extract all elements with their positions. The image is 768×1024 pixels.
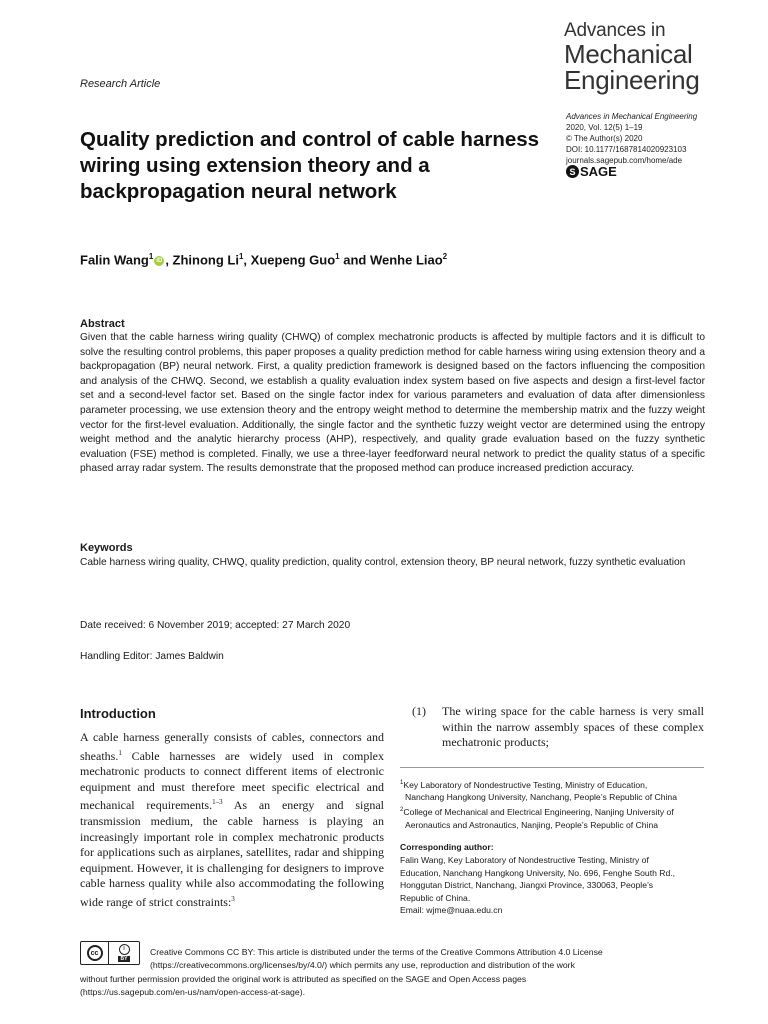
- list-item-number: (1): [412, 704, 426, 718]
- intro-text: A cable harness generally consists of cables, connectors and sheaths.: [80, 730, 384, 763]
- publisher-name: SAGE: [580, 164, 617, 179]
- keywords-text: Cable harness wiring quality, CHWQ, quality prediction, quality control, extension theory, BP neural network, fuzzy synthetic evaluation: [80, 557, 686, 568]
- affiliation-line: Key Laboratory of Nondestructive Testing, Ministry of Education,: [403, 779, 648, 790]
- abstract-text: Given that the cable harness wiring quality (CHWQ) of complex mechatronic products is affected by multiple factors and it is difficult to solve the resulting control problems, this paper proposes a quality prediction method for cable harness wiring using extension theory and a backpropagation (BP) neural network. First, a quality prediction framework is designed based on the factors influencing the composition and analysis of the CHWQ. Second, we establish a quality evaluation index system based on five aspects and design a first-level factor set and a second-level factor set. Based on the single factor index for various parameters and evaluation of data after dimensionless parameter processing, we use extension theory and the entropy weight method to determine the membership matrix and the fuzzy weight vector for the first-level evaluation. Additionally, the single factor and the synthetic fuzzy weight vector are determined using the entropy weight method and the analytic hierarchy process (AHP), respectively, and quality grade evaluation based on the fuzzy synthetic evaluation (FSE) method is completed. Finally, we use a three-layer feedforward neural network to predict the quality status of a specific phased array radar system. The results demonstrate that the proposed method can produce increased prediction accuracy.: [80, 332, 705, 475]
- corresponding-author-details: [400, 854, 704, 917]
- article-type: Research Article: [80, 78, 161, 90]
- orcid-icon[interactable]: iD: [156, 257, 163, 264]
- author-name[interactable]: Falin Wang: [80, 252, 149, 268]
- corresponding-line: Honggutan District, Nanchang, Jiangxi Province, 330063, People’s: [400, 880, 654, 891]
- author-separator: ,: [243, 252, 251, 268]
- license-line[interactable]: (https://us.sagepub.com/en-us/nam/open-access-at-sage).: [80, 987, 306, 997]
- author-affiliation-ref: 1: [335, 252, 340, 261]
- cc-by-badge[interactable]: [80, 941, 140, 965]
- affiliation-2: [400, 804, 704, 818]
- journal-url[interactable]: journals.sagepub.com/home/ade: [566, 156, 683, 165]
- section-heading-introduction: Introduction: [80, 706, 156, 721]
- author-separator: and: [339, 252, 370, 268]
- attribution-person-icon: i: [119, 944, 130, 955]
- sage-s-icon: S: [566, 165, 579, 178]
- corresponding-line: Education, Nanchang Hangkong University, No. 696, Fenghe South Rd.,: [400, 867, 676, 878]
- affiliation-1: [400, 777, 704, 791]
- author-affiliation-ref: 1: [238, 252, 244, 261]
- abstract-heading: Abstract: [80, 318, 125, 330]
- affiliations: [400, 777, 704, 831]
- corresponding-author-heading: Corresponding author:: [400, 842, 494, 852]
- citation-copyright: © The Author(s) 2020: [566, 134, 643, 143]
- introduction-paragraph: [80, 730, 384, 911]
- keywords-heading: Keywords: [80, 542, 133, 554]
- paper-title: Quality prediction and control of cable harness wiring using extension theory and a backpropagation neural network: [80, 128, 540, 203]
- journal-name-line3: Engineering: [564, 65, 700, 95]
- affiliation-number: 2: [400, 807, 404, 814]
- license-line: without further permission provided the original work is attributed as specified on the SAGE and Open Access pages: [80, 974, 527, 984]
- corresponding-email[interactable]: Email: wjme@nuaa.edu.cn: [400, 905, 503, 916]
- list-item-text: The wiring space for the cable harness is very small within the narrow assembly spaces of these complex mechatronic products;: [442, 704, 704, 750]
- affiliation-line: College of Mechanical and Electrical Engineering, Nanjing University of: [403, 806, 674, 817]
- journal-name-line2: Mechanical: [564, 39, 693, 69]
- citation-meta: [566, 111, 697, 166]
- citation-ref[interactable]: 1–3: [212, 798, 223, 807]
- license-line[interactable]: (https://creativecommons.org/licenses/by/4.0/) which permits any use, reproduction and distribution of the work: [150, 960, 575, 970]
- publisher-logo: [566, 164, 617, 179]
- citation-ref[interactable]: 3: [231, 894, 235, 903]
- author-name[interactable]: Zhinong Li: [172, 252, 239, 268]
- affiliation-2-cont: Aeronautics and Astronautics, Nanjing, People’s Republic of China: [405, 819, 659, 830]
- affiliation-number: 1: [400, 780, 404, 786]
- citation-doi[interactable]: DOI: 10.1177/1687814020923103: [566, 145, 687, 154]
- author-list: [80, 252, 447, 267]
- footnote-divider: [400, 767, 704, 768]
- corresponding-line: Republic of China.: [400, 892, 471, 903]
- creative-commons-icon: cc: [87, 945, 103, 961]
- author-separator: ,: [165, 252, 173, 268]
- author-affiliation-ref: 2: [442, 252, 448, 261]
- dates-line: Date received: 6 November 2019; accepted: 27 March 2020: [80, 620, 351, 631]
- intro-text: As an energy and signal transmission medium, the cable harness is playing an increasingly important role in complex mechatronic products for applications such as airplanes, satellites, radar and shipping equipment. However, it is challenging for designers to improve cable harness quality while also accommodating the following wide range of strict constraints:: [80, 798, 384, 909]
- intro-text: Cable harnesses are widely used in complex mechatronic products to connect different items of electronic equipment and must therefore meet specific electrical and mechanical requirements.: [80, 748, 384, 813]
- author-name[interactable]: Wenhe Liao: [369, 252, 443, 268]
- author-name[interactable]: Xuepeng Guo: [250, 252, 336, 268]
- citation-volume: 2020, Vol. 12(5) 1–19: [566, 123, 643, 132]
- citation-ref[interactable]: 1: [118, 748, 122, 757]
- handling-editor: Handling Editor: James Baldwin: [80, 651, 224, 662]
- citation-journal: Advances in Mechanical Engineering: [566, 112, 698, 121]
- corresponding-line: Falin Wang, Key Laboratory of Nondestructive Testing, Ministry of: [400, 855, 649, 865]
- affiliation-1-cont: Nanchang Hangkong University, Nanchang, People’s Republic of China: [405, 792, 677, 803]
- journal-name-line1: Advances in: [564, 20, 666, 41]
- license-line: Creative Commons CC BY: This article is distributed under the terms of the Creative Commons Attribution 4.0 License: [150, 947, 603, 957]
- cc-by-label: BY: [118, 956, 131, 962]
- author-affiliation-ref: 1: [148, 252, 154, 261]
